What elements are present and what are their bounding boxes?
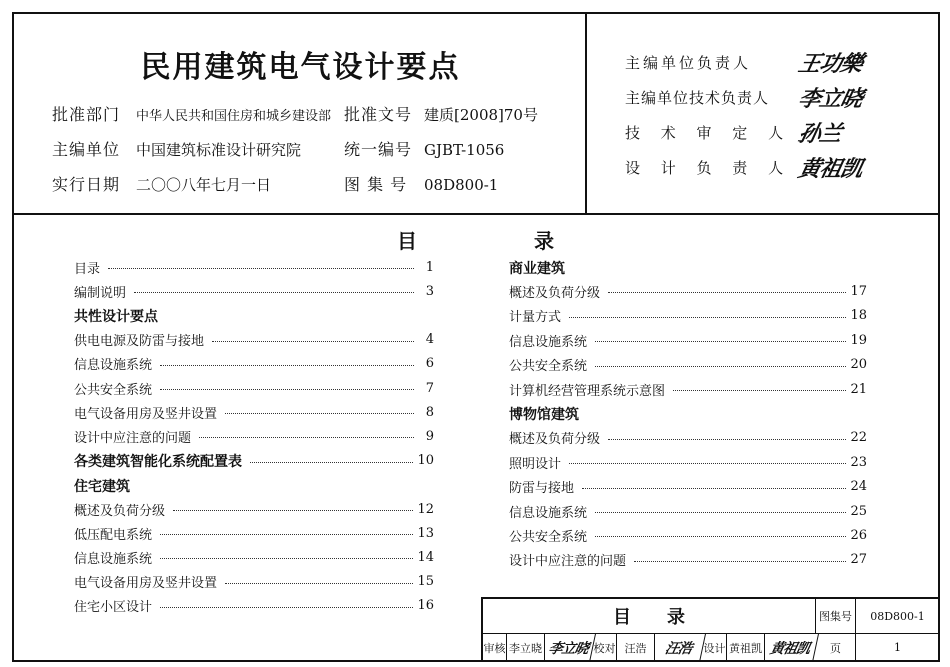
toc-entry[interactable] xyxy=(74,354,434,374)
toc-section-heading: 共性设计要点 xyxy=(74,309,158,326)
responsible-role: 设 计 负 责 人 xyxy=(625,159,792,177)
toc-leader-dots xyxy=(160,380,414,390)
toc-title-left: 目 xyxy=(397,229,417,253)
toc-leader-dots xyxy=(608,430,846,440)
title-block xyxy=(481,597,940,662)
toc-entry-page: 4 xyxy=(425,332,434,348)
toc-leader-dots xyxy=(225,404,414,414)
toc-entry[interactable] xyxy=(74,402,434,422)
toc-entry[interactable] xyxy=(509,379,867,399)
title-block-design-name: 黄祖凯 xyxy=(727,634,765,662)
toc-entry-label: 供电电源及防雷与接地 xyxy=(74,330,208,349)
meta-value: 建质[2008]70号 xyxy=(424,106,538,124)
title-block-name: 目 录 xyxy=(483,599,816,634)
toc-section-heading: 住宅建筑 xyxy=(74,478,130,495)
meta-label: 批准部门 xyxy=(52,105,121,124)
toc-leader-dots xyxy=(582,479,846,489)
toc-entry-page: 6 xyxy=(425,356,434,372)
meta-value: 中华人民共和国住房和城乡建设部 xyxy=(136,109,332,124)
toc-entry-label: 公共安全系统 xyxy=(509,526,591,545)
toc-entry[interactable] xyxy=(74,499,434,519)
toc-entry[interactable] xyxy=(74,596,434,616)
toc-leader-dots xyxy=(673,381,846,391)
meta-value: GJBT-1056 xyxy=(424,141,505,159)
toc-entry-page: 7 xyxy=(425,380,434,396)
toc-entry[interactable] xyxy=(509,452,867,472)
toc-entry[interactable] xyxy=(74,257,434,277)
toc-entry-label: 信息设施系统 xyxy=(74,548,156,567)
toc-entry[interactable] xyxy=(74,426,434,446)
meta-label: 主编单位 xyxy=(52,140,121,159)
title-block-check-name: 汪浩 xyxy=(617,634,655,662)
meta-label: 批准文号 xyxy=(344,105,413,124)
title-block-design-label: 设计 xyxy=(703,634,727,662)
toc-entry-page: 14 xyxy=(417,549,434,565)
atlas-title: 民用建筑电气设计要点 xyxy=(140,50,461,85)
meta-label: 图 集 号 xyxy=(344,175,408,194)
drawing-frame xyxy=(12,12,940,662)
title-block-check-signature: 汪浩 xyxy=(652,634,706,662)
toc-leader-dots xyxy=(225,574,413,584)
toc-leader-dots xyxy=(199,428,414,438)
toc-entry-label: 计量方式 xyxy=(509,306,565,325)
toc-leader-dots xyxy=(160,356,414,366)
toc-entry-page: 17 xyxy=(850,283,867,299)
toc-entry[interactable] xyxy=(74,523,434,543)
toc-entry-page: 18 xyxy=(850,308,867,324)
toc-entry[interactable] xyxy=(74,547,434,567)
title-block-check-label: 校对 xyxy=(593,634,617,662)
toc-entry-label: 编制说明 xyxy=(74,282,130,301)
toc-leader-dots xyxy=(595,357,846,367)
toc-entry-page: 19 xyxy=(850,332,867,348)
toc-leader-dots xyxy=(250,453,413,463)
signature-tech-lead: 李立晓 xyxy=(795,86,865,112)
toc-entry-page: 20 xyxy=(850,357,867,373)
toc-entry-page: 12 xyxy=(417,501,434,517)
toc-title-right: 录 xyxy=(534,229,554,253)
title-block-review-label: 审核 xyxy=(483,634,507,662)
toc-entry-label: 概述及负荷分级 xyxy=(74,500,169,519)
toc-entry-label: 各类建筑智能化系统配置表 xyxy=(74,451,246,471)
toc-entry[interactable] xyxy=(509,477,867,497)
toc-entry[interactable] xyxy=(74,451,434,471)
meta-row-editor xyxy=(52,137,504,160)
toc-entry-label: 住宅小区设计 xyxy=(74,596,156,615)
title-block-page-label: 页 xyxy=(816,634,856,662)
toc-entry-page: 26 xyxy=(850,527,867,543)
toc-leader-dots xyxy=(134,283,414,293)
toc-entry[interactable] xyxy=(509,550,867,570)
toc-leader-dots xyxy=(160,549,413,559)
title-block-review-name: 李立晓 xyxy=(507,634,545,662)
toc-entry[interactable] xyxy=(509,501,867,521)
toc-entry[interactable] xyxy=(74,572,434,592)
header-responsibles-panel xyxy=(587,14,940,215)
signature-chief-editor: 王功樂 xyxy=(795,51,865,77)
meta-value: 08D800-1 xyxy=(424,176,499,194)
toc-leader-dots xyxy=(595,527,846,537)
title-block-review-signature: 李立晓 xyxy=(542,634,596,662)
toc-entry[interactable] xyxy=(74,378,434,398)
toc-entry-page: 9 xyxy=(425,428,434,444)
toc-entry-page: 23 xyxy=(850,454,867,470)
toc-entry-page: 24 xyxy=(850,479,867,495)
toc-leader-dots xyxy=(595,332,846,342)
toc-entry-label: 信息设施系统 xyxy=(509,502,591,521)
responsible-role: 主编单位负责人 xyxy=(625,54,752,72)
toc-entry-label: 照明设计 xyxy=(509,453,565,472)
signature-reviewer: 孙兰 xyxy=(795,121,844,147)
toc-entry-page: 21 xyxy=(850,381,867,397)
toc-leader-dots xyxy=(634,552,846,562)
toc-entry-page: 10 xyxy=(417,453,434,469)
title-block-atlas-value: 08D800-1 xyxy=(856,599,940,634)
toc-entry-label: 概述及负荷分级 xyxy=(509,428,604,447)
toc-entry-page: 25 xyxy=(850,503,867,519)
toc-entry-label: 目录 xyxy=(74,258,104,277)
toc-entry[interactable] xyxy=(509,306,867,326)
toc-entry[interactable] xyxy=(509,355,867,375)
toc-entry-label: 信息设施系统 xyxy=(74,354,156,373)
toc-leader-dots xyxy=(608,283,846,293)
meta-row-date xyxy=(52,172,498,195)
toc-leader-dots xyxy=(212,332,414,342)
toc-leader-dots xyxy=(173,501,413,511)
toc-entry[interactable] xyxy=(509,525,867,545)
toc-entry-label: 公共安全系统 xyxy=(74,379,156,398)
signature-designer: 黄祖凯 xyxy=(795,156,865,182)
toc-entry-label: 设计中应注意的问题 xyxy=(509,550,630,569)
toc-entry-page: 27 xyxy=(850,552,867,568)
toc-entry-page: 22 xyxy=(850,430,867,446)
toc-entry-label: 低压配电系统 xyxy=(74,524,156,543)
meta-value: 中国建筑标准设计研究院 xyxy=(136,141,302,159)
toc-entry[interactable] xyxy=(509,330,867,350)
title-block-design-signature: 黄祖凯 xyxy=(762,634,819,662)
toc-section-heading: 商业建筑 xyxy=(509,261,565,277)
toc-leader-dots xyxy=(569,308,846,318)
toc-entry-page: 8 xyxy=(425,404,434,420)
meta-row-approval xyxy=(52,102,538,125)
toc-entry[interactable] xyxy=(74,330,434,350)
toc-leader-dots xyxy=(595,503,846,513)
toc-entry-label: 电气设备用房及竖井设置 xyxy=(74,403,221,422)
meta-value: 二〇〇八年七月一日 xyxy=(136,176,272,194)
toc-entry-page: 15 xyxy=(417,574,434,590)
toc-leader-dots xyxy=(160,598,413,608)
toc-entry-page: 16 xyxy=(417,598,434,614)
header-info-panel xyxy=(14,14,587,215)
meta-label: 实行日期 xyxy=(52,175,121,194)
toc-entry-page: 13 xyxy=(417,525,434,541)
responsible-role: 主编单位技术负责人 xyxy=(625,89,770,107)
toc-entry-page: 1 xyxy=(425,259,434,275)
toc-leader-dots xyxy=(160,525,413,535)
toc-entry-label: 信息设施系统 xyxy=(509,331,591,350)
title-block-atlas-label: 图集号 xyxy=(816,599,856,634)
toc-entry-label: 公共安全系统 xyxy=(509,355,591,374)
responsible-role: 技 术 审 定 人 xyxy=(625,124,792,142)
toc-leader-dots xyxy=(569,454,846,464)
toc-leader-dots xyxy=(108,259,414,269)
toc-entry-label: 概述及负荷分级 xyxy=(509,282,604,301)
toc-entry-label: 计算机经营管理系统示意图 xyxy=(509,380,669,399)
title-block-page-value: 1 xyxy=(856,634,940,662)
meta-label: 统一编号 xyxy=(344,140,413,159)
toc-entry-page: 3 xyxy=(425,283,434,299)
toc-entry[interactable] xyxy=(509,428,867,448)
toc-entry[interactable] xyxy=(74,281,434,301)
toc-entry-label: 电气设备用房及竖井设置 xyxy=(74,572,221,591)
toc-entry[interactable] xyxy=(509,281,867,301)
toc-entry-label: 防雷与接地 xyxy=(509,477,578,496)
toc-entry-label: 设计中应注意的问题 xyxy=(74,427,195,446)
toc-section-heading: 博物馆建筑 xyxy=(509,407,579,424)
